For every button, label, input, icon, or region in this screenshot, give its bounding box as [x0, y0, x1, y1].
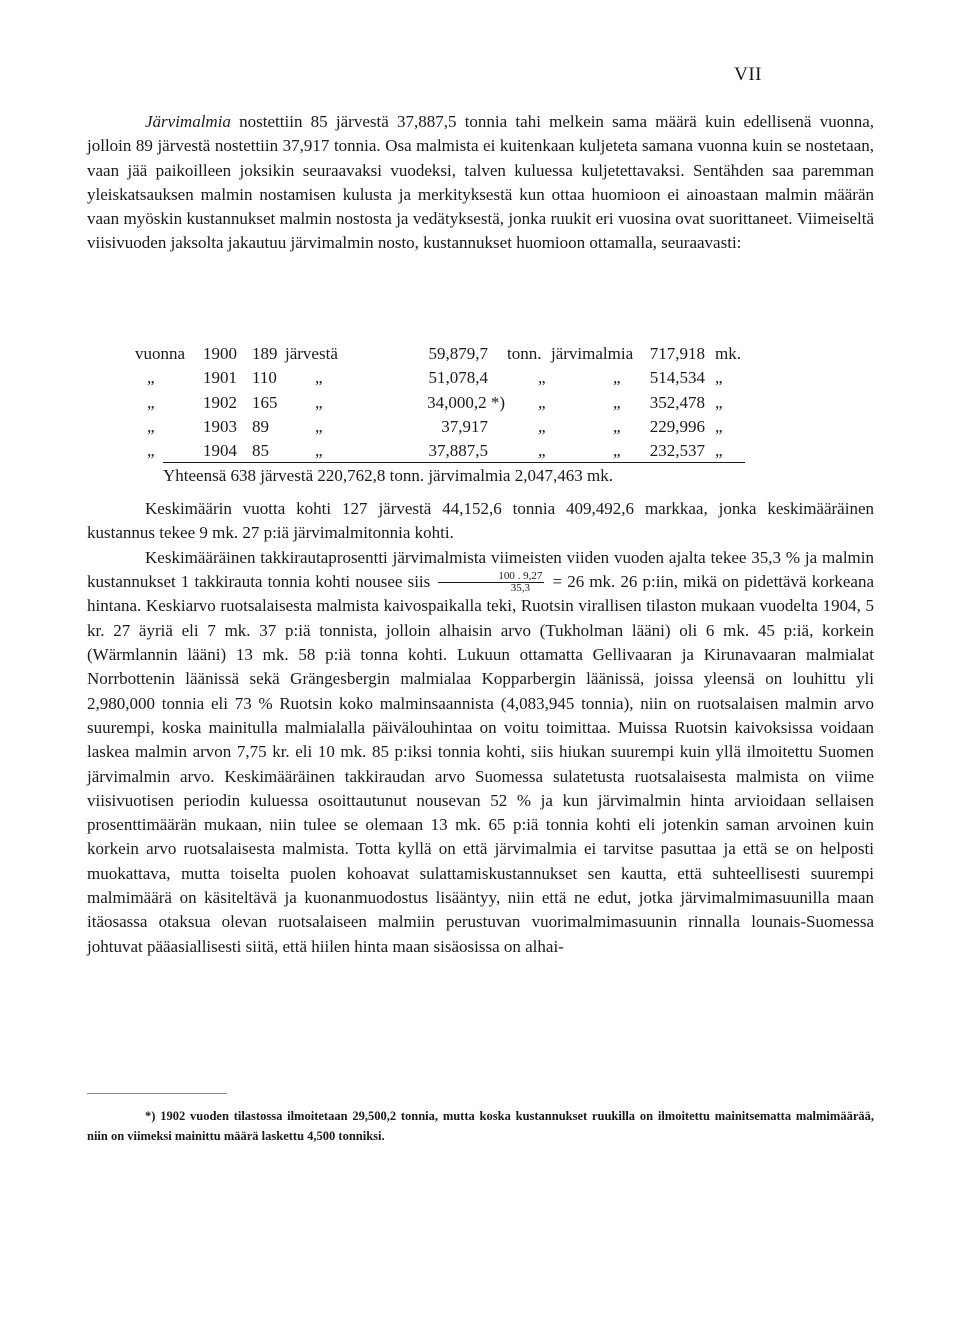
paragraph-3-text-b: = 26 mk. 26 p:iin, mikä on pidettävä korkeana hintana. Keskiarvo ruotsalaisesta malmista kaivospaikalla teki, Ruotsin virallisen tilaston mukaan vuodelta 1904, 5 kr. 27 äyriä eli 7 mk. 37 p:iä tonnista, jolloin alhaisin arvo (Tukholman lääni) oli 6 mk. 45 p:iä, korkein (Wärmlannin lääni) 13 mk. 58 p:iä tonna kohti. Lukuun ottamatta Gellivaaran ja Kirunavaaran malmialat Norrbottenin läänissä sekä Grängesbergin malmialaa Kopparbergin läänissä, joissa yleensä on louhittu yli 2,980,000 tonnia eli 73 % Ruotsin koko malminsaannista (4,083,945 tonnia), niin on ruotsalaisen malmin arvo suurempi, koska mainitulla malmialalla päivälouhintaa on voitu toimittaa. Muissa Ruotsin kaivoksissa voidaan laskea malmin arvon 7,75 kr. eli 10 mk. 85 p:iksi tonnia kohti, siis hiukan suurempi kuin yllä ilmoitettu Suomen järvimalmin arvo. Keskimääräinen takkiraudan arvo Suomessa sulatetusta ruotsalaisesta malmista on viime viisivuotisen periodin kuluessa osoittautunut nousevan 52 % ja kun järvimalmin hinta arvioidaan sellaisen prosenttimäärän mukaan, niin tulee se olemaan 13 mk. 65 p:iä tonnia kohti eli jotenkin saman arvoinen kuin korkein arvo ruotsalaisesta malmista. Totta kyllä on että järvimalmia ei tarvitse pasuttaa ja että se on helposti muokattava, mutta toiselta puolen kohoavat sulattamiskustannukset sen kautta, että suhteellisesti suurempi malmimäärä on käsiteltävä ja kuonanmuodostus lisääntyy, niin että ne edut, jotka järvimalmimasuunilla maan itäosassa otaksua olevan ruotsalaiseen malmiin perustuvan vuorimalmimasuunin rinnalla lounais-Suomessa johtuvat pääasiallisesti siitä, että hiilen hinta maan sisäosissa on alhai-: [87, 571, 875, 956]
table-row: [135, 439, 745, 463]
row-lakes-word: järvestä: [285, 344, 338, 363]
fraction-numerator: 100 . 9,27: [438, 571, 544, 583]
ditto-mark: „: [715, 416, 723, 436]
table-row: [135, 366, 745, 390]
table-row: [135, 391, 745, 415]
ore-table: [135, 342, 745, 485]
ditto-mark: „: [538, 416, 546, 436]
row-value: 229,996: [649, 416, 705, 436]
table-row: [135, 342, 745, 366]
row-year: 1901: [203, 368, 237, 388]
ditto-mark: „: [315, 368, 323, 388]
body-text-top: [87, 110, 874, 256]
paragraph-3: [87, 546, 874, 959]
ditto-mark: „: [538, 392, 546, 412]
row-lakes: 189: [252, 344, 278, 363]
paragraph-2: Keskimäärin vuotta kohti 127 järvestä 44,152,6 tonnia 409,492,6 markkaa, jonka keskimääräinen kustannus tekee 9 mk. 27 p:iä järvimalmitonnia kohti.: [87, 499, 874, 543]
row-unit: mk.: [715, 344, 741, 363]
ditto-mark: „: [613, 416, 621, 436]
row-tons: 34,000,2 *): [427, 392, 505, 412]
paragraph-1: [87, 110, 874, 256]
row-tons: 59,879,7: [428, 344, 488, 363]
ditto-mark: „: [147, 441, 155, 461]
row-tons: 51,078,4: [428, 368, 488, 388]
row-value: 232,537: [649, 441, 705, 461]
table-row: [135, 415, 745, 439]
row-year: 1900: [203, 344, 237, 363]
row-label: vuonna: [135, 344, 186, 363]
row-tons: 37,887,5: [428, 441, 488, 461]
row-ore-word: järvimalmia: [551, 344, 634, 363]
row-value: 352,478: [649, 392, 705, 412]
row-lakes: 85: [252, 441, 269, 461]
row-tons: 37,917: [441, 416, 488, 436]
ditto-mark: „: [147, 392, 155, 412]
ditto-mark: „: [147, 368, 155, 388]
row-year: 1902: [203, 392, 237, 412]
total-row: Yhteensä 638 järvestä 220,762,8 tonn. järvimalmia 2,047,463 mk.: [163, 466, 613, 485]
ditto-mark: „: [613, 441, 621, 461]
row-year: 1904: [203, 441, 237, 461]
ditto-mark: „: [538, 441, 546, 461]
ditto-mark: „: [715, 392, 723, 412]
footnote-rule: [87, 1093, 227, 1094]
ditto-mark: „: [715, 441, 723, 461]
ditto-mark: „: [315, 392, 323, 412]
row-tonn-word: tonn.: [507, 344, 542, 363]
ditto-mark: „: [315, 416, 323, 436]
row-year: 1903: [203, 416, 237, 436]
footnote: [87, 1106, 874, 1146]
ditto-mark: „: [613, 392, 621, 412]
body-text-bottom: [87, 497, 874, 959]
paragraph-3-text-a: Keskimääräinen takkirautaprosentti järvimalmista viimeisten viiden vuoden ajalta tekee 35,3 % ja malmin kustannukset 1 takkirauta tonnia kohti nousee siis: [87, 547, 874, 591]
row-value: 514,534: [649, 368, 705, 388]
ditto-mark: „: [715, 368, 723, 388]
total-rule: [163, 462, 745, 463]
fraction-denominator: 35,3: [510, 582, 531, 595]
italic-lead: Järvimalmia: [145, 112, 231, 131]
row-lakes: 165: [252, 392, 278, 412]
ditto-mark: „: [538, 368, 546, 388]
page-number: VII: [734, 64, 762, 85]
paragraph-1-text: nostettiin 85 järvestä 37,887,5 tonnia tahi melkein sama määrä kuin edellisenä vuonna, jolloin 89 järvestä nostettiin 37,917 tonnia. Osa malmista ei kuitenkaan kuljeteta samana vuonna kuin se nostetaan, vaan jää paikoilleen joksikin seuraavaksi vuodeksi, talven kuluessa kuljetettavaksi. Sentähden saa paremman yleiskatsauksen malmin nostamisen kulusta ja merkityksestä kun ottaa huomioon ei ainoastaan malmin määrän vaan myöskin kustannukset malmin nostosta ja vedätyksestä, jonka ruukit eri vuosina ovat suorittaneet. Viimeiseltä viisivuoden jaksolta jakautuu järvimalmin nosto, kustannukset huomioon ottamalla, seuraavasti:: [87, 112, 874, 253]
fraction: [438, 571, 544, 594]
row-value: 717,918: [649, 344, 705, 363]
ditto-mark: „: [147, 416, 155, 436]
ditto-mark: „: [315, 441, 323, 461]
footnote-text: *) 1902 vuoden tilastossa ilmoitetaan 29,500,2 tonnia, mutta koska kustannukset ruukilla on ilmoitettu mainitsematta malmimäärää, niin on viimeksi mainittu määrä laskettu 4,500 tonniksi.: [87, 1109, 874, 1143]
ditto-mark: „: [613, 368, 621, 388]
row-lakes: 110: [252, 368, 277, 388]
row-lakes: 89: [252, 416, 269, 436]
